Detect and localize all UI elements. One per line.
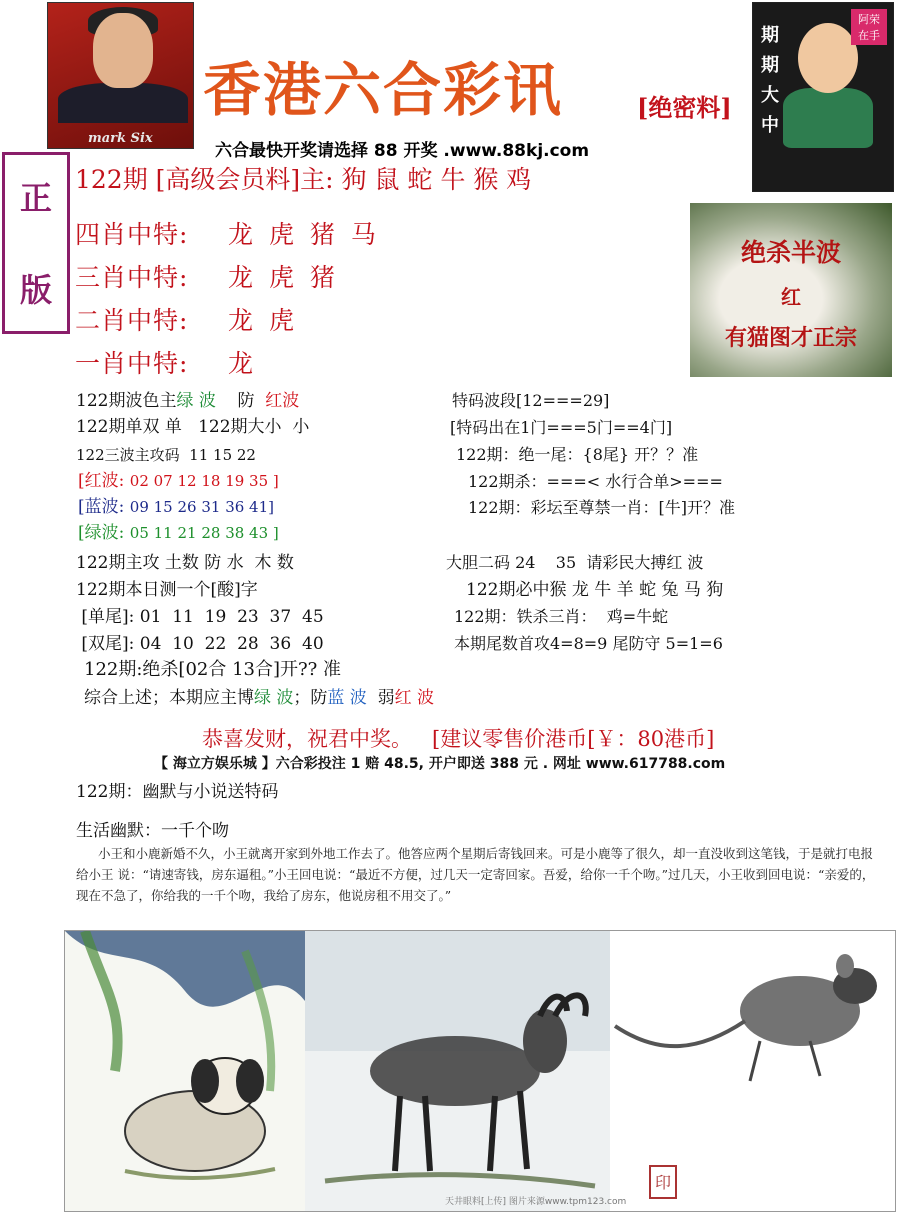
forbidden-line: 122期：彩坛至尊禁一肖：[牛]开？准	[468, 498, 736, 517]
special-range-line: 特码波段[12===29]	[452, 391, 610, 410]
headline: 六合最快开奖请选择 88 开奖 .www.88kj.com	[215, 141, 590, 161]
cat-text-line3: 有猫图才正宗	[724, 325, 857, 351]
dog-painting	[65, 931, 305, 1211]
congrats-line: 恭喜发财，祝君中奖。 [建议零售价港币[￥：80港币]	[202, 727, 715, 751]
vip-line: 122期 [高级会员料]主: 狗 鼠 蛇 牛 猴 鸡	[75, 165, 532, 194]
rat-painting-art	[610, 931, 895, 1211]
blue-wave-line: [蓝波: 09 15 26 31 36 41]	[78, 497, 274, 517]
must-win-line: 122期必中猴 龙 牛 羊 蛇 兔 马 狗	[466, 580, 724, 600]
story-text: 小王和小鹿新婚不久，小王就离开家到外地工作去了。他答应两个星期后寄钱回来。可是小鹿等了很久，却一直没收到这笔钱，于是就打电报给小王 说：“请速寄钱，房东逼租。”小王回电说：“最近不方便，过几天一定寄回家。吾爱，给你一千个吻。”过几天，小王收到回电说：“亲爱的，现在不急了，你给我的一千个吻，我给了房东，他说房租不用交了。”	[76, 846, 875, 903]
tier-four	[75, 215, 377, 251]
cartoon-image	[752, 2, 894, 192]
goat-painting-art	[305, 931, 610, 1211]
tier-label: 三肖中特:	[75, 263, 189, 292]
iron-kill-line: 122期：铁杀三肖： 鸡=牛蛇	[454, 607, 669, 626]
rat-painting	[610, 931, 895, 1211]
tier-value: 龙 虎 猪	[228, 263, 336, 292]
ink-paintings	[64, 930, 896, 1212]
dog-painting-art	[65, 931, 305, 1211]
double-tail-line: [双尾]: 04 10 22 28 36 40	[76, 634, 324, 654]
bold-two-line: 大胆二码 24 35 请彩民大搏红 波	[446, 553, 704, 572]
odd-even-line: 122期单双 单 122期大小 小	[76, 417, 310, 437]
tier-value: 龙 虎	[228, 306, 295, 335]
promo-line: 【 海立方娱乐城 】六合彩投注 1 赔 48.5, 开户即送 388 元 . 网址 www.617788.com	[154, 756, 726, 772]
main-attack-line: 122期主攻 土数 防 水 木 数	[76, 553, 294, 573]
authentic-badge	[2, 152, 70, 334]
humor-title: 122期：幽默与小说送特码	[76, 782, 279, 802]
kill-combo-line: 122期:绝杀[02合 13合]开?? 准	[84, 659, 342, 680]
header-photo	[47, 2, 194, 149]
cartoon-vertical-text: 期 期 大 中	[761, 25, 779, 136]
kill-line: 122期杀：===< 水行合单>===	[468, 472, 723, 491]
svg-text:印: 印	[654, 1173, 672, 1192]
tier-value: 龙	[228, 349, 255, 378]
daily-word-line: 122期本日测一个[酸]字	[76, 580, 258, 600]
goat-painting	[305, 931, 610, 1211]
special-door-line: [特码出在1门===5门==4门]	[450, 418, 673, 437]
tier-label: 二肖中特:	[75, 306, 189, 335]
wave-line: 122期波色主绿 波 防 红波	[76, 391, 300, 411]
tier-three	[75, 258, 336, 294]
tail-pick-line: 122期：绝一尾：{8尾} 开？？准	[456, 445, 699, 464]
summary-line: 综合上述；本期应主博绿 波；防蓝 波 弱红 波	[84, 688, 435, 708]
green-wave-line: [绿波: 05 11 21 28 38 43 ]	[78, 523, 279, 543]
cat-text-line2: 红	[781, 285, 801, 309]
photo-suit	[58, 83, 188, 123]
badge-char-1: 正	[19, 179, 52, 217]
three-wave-line: 122三波主攻码 11 15 22	[76, 446, 256, 464]
watermark-text: 天井眼料[上传] 图片来源www.tpm123.com	[445, 1197, 627, 1207]
red-wave-line: [红波: 02 07 12 18 19 35 ]	[78, 471, 279, 491]
photo-face	[93, 13, 153, 88]
story-title: 生活幽默：一千个吻	[76, 821, 229, 841]
tier-label: 一肖中特:	[75, 349, 189, 378]
cartoon-robe	[783, 88, 873, 148]
badge-char-2: 版	[19, 271, 52, 309]
cat-text-line1: 绝杀半波	[740, 238, 841, 267]
mark-six-logo: mark Six	[88, 131, 153, 146]
single-tail-line: [单尾]: 01 11 19 23 37 45	[76, 607, 324, 627]
cat-image	[690, 203, 892, 377]
page-title: 香港六合彩讯	[203, 56, 564, 124]
tier-one	[75, 344, 255, 380]
tier-two	[75, 301, 295, 337]
cartoon-head	[798, 23, 858, 93]
cartoon-sign: 阿荣 在手	[851, 9, 887, 45]
tier-value: 龙 虎 猪 马	[228, 220, 377, 249]
title-tag: [绝密料]	[637, 93, 732, 122]
tail-attack-line: 本期尾数首攻4=8=9 尾防守 5=1=6	[454, 634, 723, 653]
tier-label: 四肖中特:	[75, 220, 189, 249]
